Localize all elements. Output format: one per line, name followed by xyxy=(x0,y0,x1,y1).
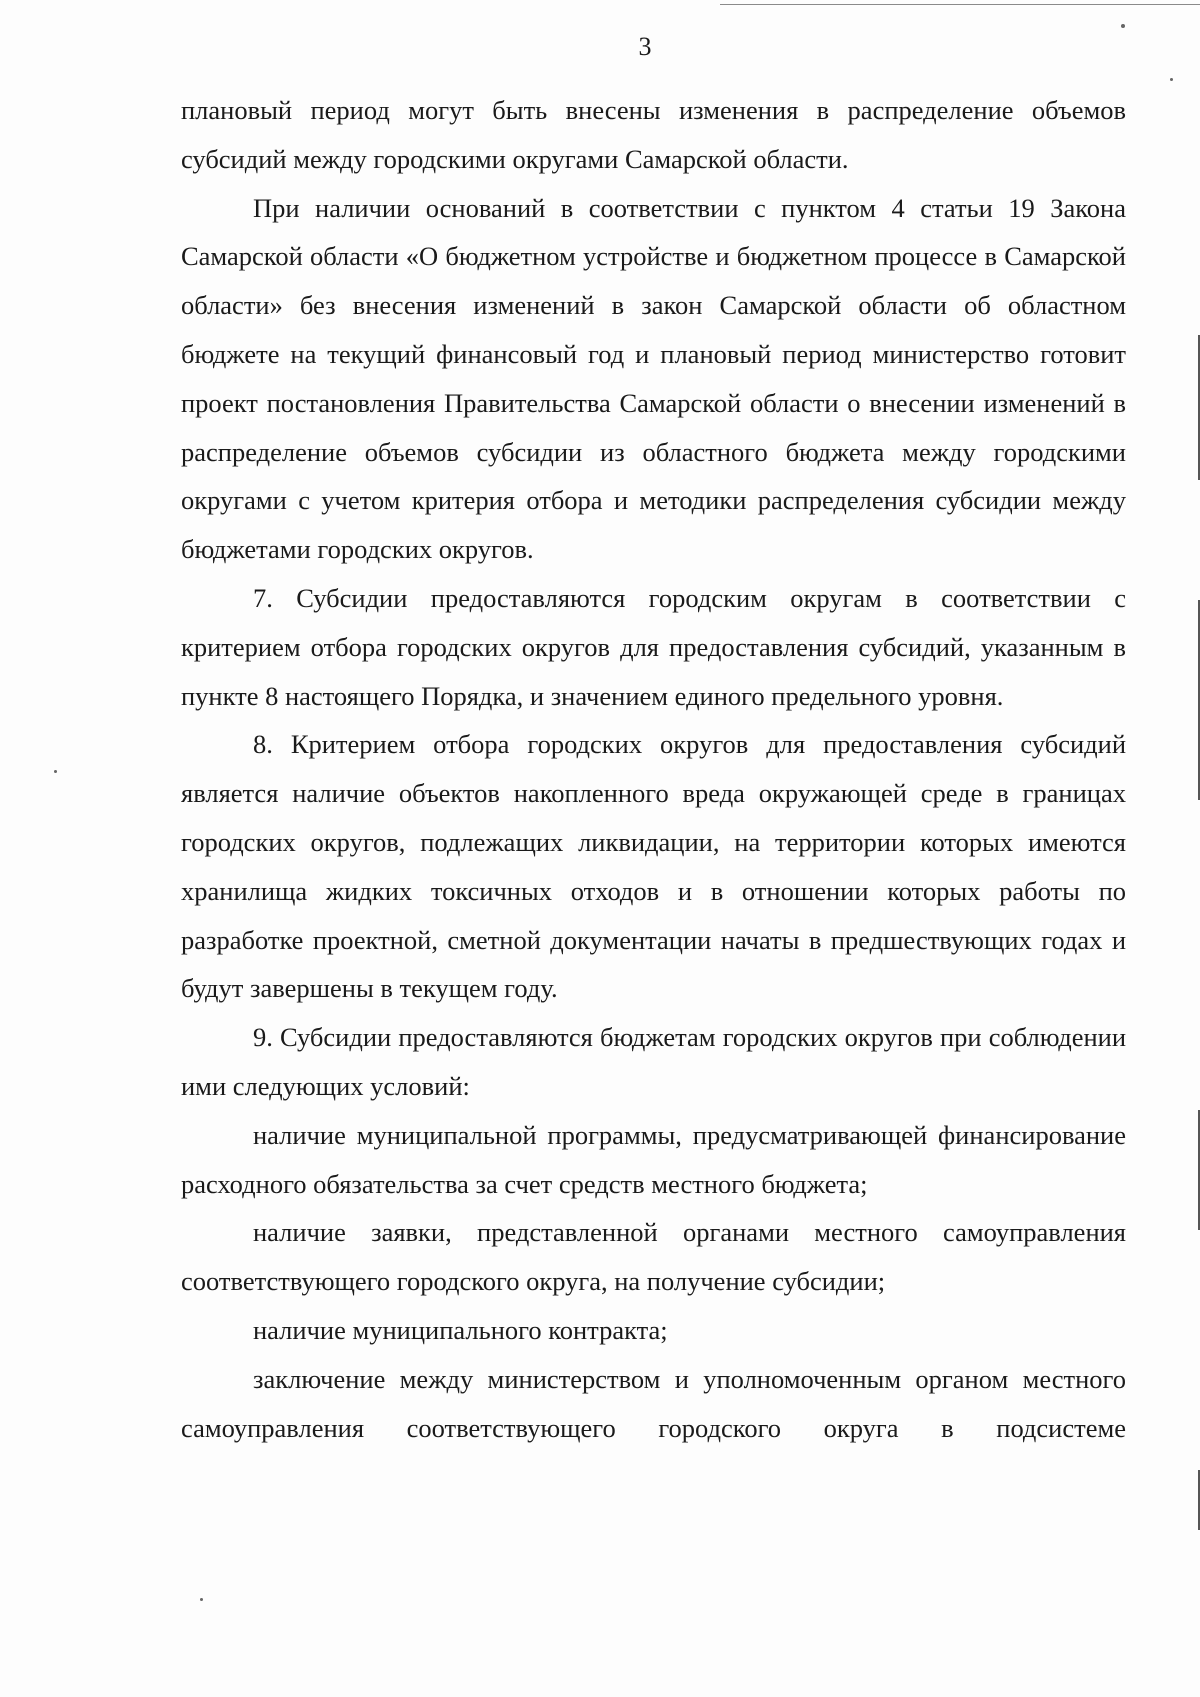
condition-municipal-contract: наличие муниципального контракта; xyxy=(253,1314,668,1345)
scan-speck xyxy=(54,770,57,773)
scan-speck xyxy=(200,1598,203,1601)
paragraph-item-8: 8. Критерием отбора городских округов для предоставления субсидий является наличие объектов накопленного вреда окружающей среде в границах городских округов, подлежащих ликвидации, на территории которых имеются хранилища жидких токсичных отходов и в отношении которых работы по разработке проектной, сметной документации начаты в предшествующих годах и будут завершены в текущем году. xyxy=(181,729,1126,1004)
condition-agreement: заключение между министерством и уполномоченным органом местного самоуправления соответствующего городского округа в подсистеме xyxy=(181,1363,1126,1443)
page-number: 3 xyxy=(638,32,652,61)
scan-speck xyxy=(1170,78,1173,81)
paragraph-continuation: плановый период могут быть внесены изменения в распределение объемов субсидий между городскими округами Самарской области. xyxy=(181,95,1126,174)
scan-top-border xyxy=(720,4,1200,5)
condition-application: наличие заявки, представленной органами местного самоуправления соответствующего городского округа, на получение субсидии; xyxy=(181,1217,1126,1297)
paragraph-grounds: При наличии оснований в соответствии с пунктом 4 статьи 19 Закона Самарской области «О бюджетном устройстве и бюджетном процессе в Самарской области» без внесения изменений в закон Самарской области об областном бюджете на текущий финансовый год и плановый период министерство готовит проект постановления Правительства Самарской области о внесении изменений в распределение объемов субсидии из областного бюджета между городскими округами с учетом критерия отбора и методики распределения субсидии между бюджетами городских округов. xyxy=(181,192,1126,565)
scan-speck xyxy=(1121,24,1125,28)
paragraph-item-9: 9. Субсидии предоставляются бюджетам городских округов при соблюдении ими следующих условий: xyxy=(181,1022,1126,1101)
document-body xyxy=(181,86,1126,1452)
condition-municipal-program: наличие муниципальной программы, предусматривающей финансирование расходного обязательства за счет средств местного бюджета; xyxy=(181,1119,1126,1199)
paragraph-item-7: 7. Субсидии предоставляются городским округам в соответствии с критерием отбора городских округов для предоставления субсидий, указанным в пункте 8 настоящего Порядка, и значением единого предельного уровня. xyxy=(181,582,1126,711)
